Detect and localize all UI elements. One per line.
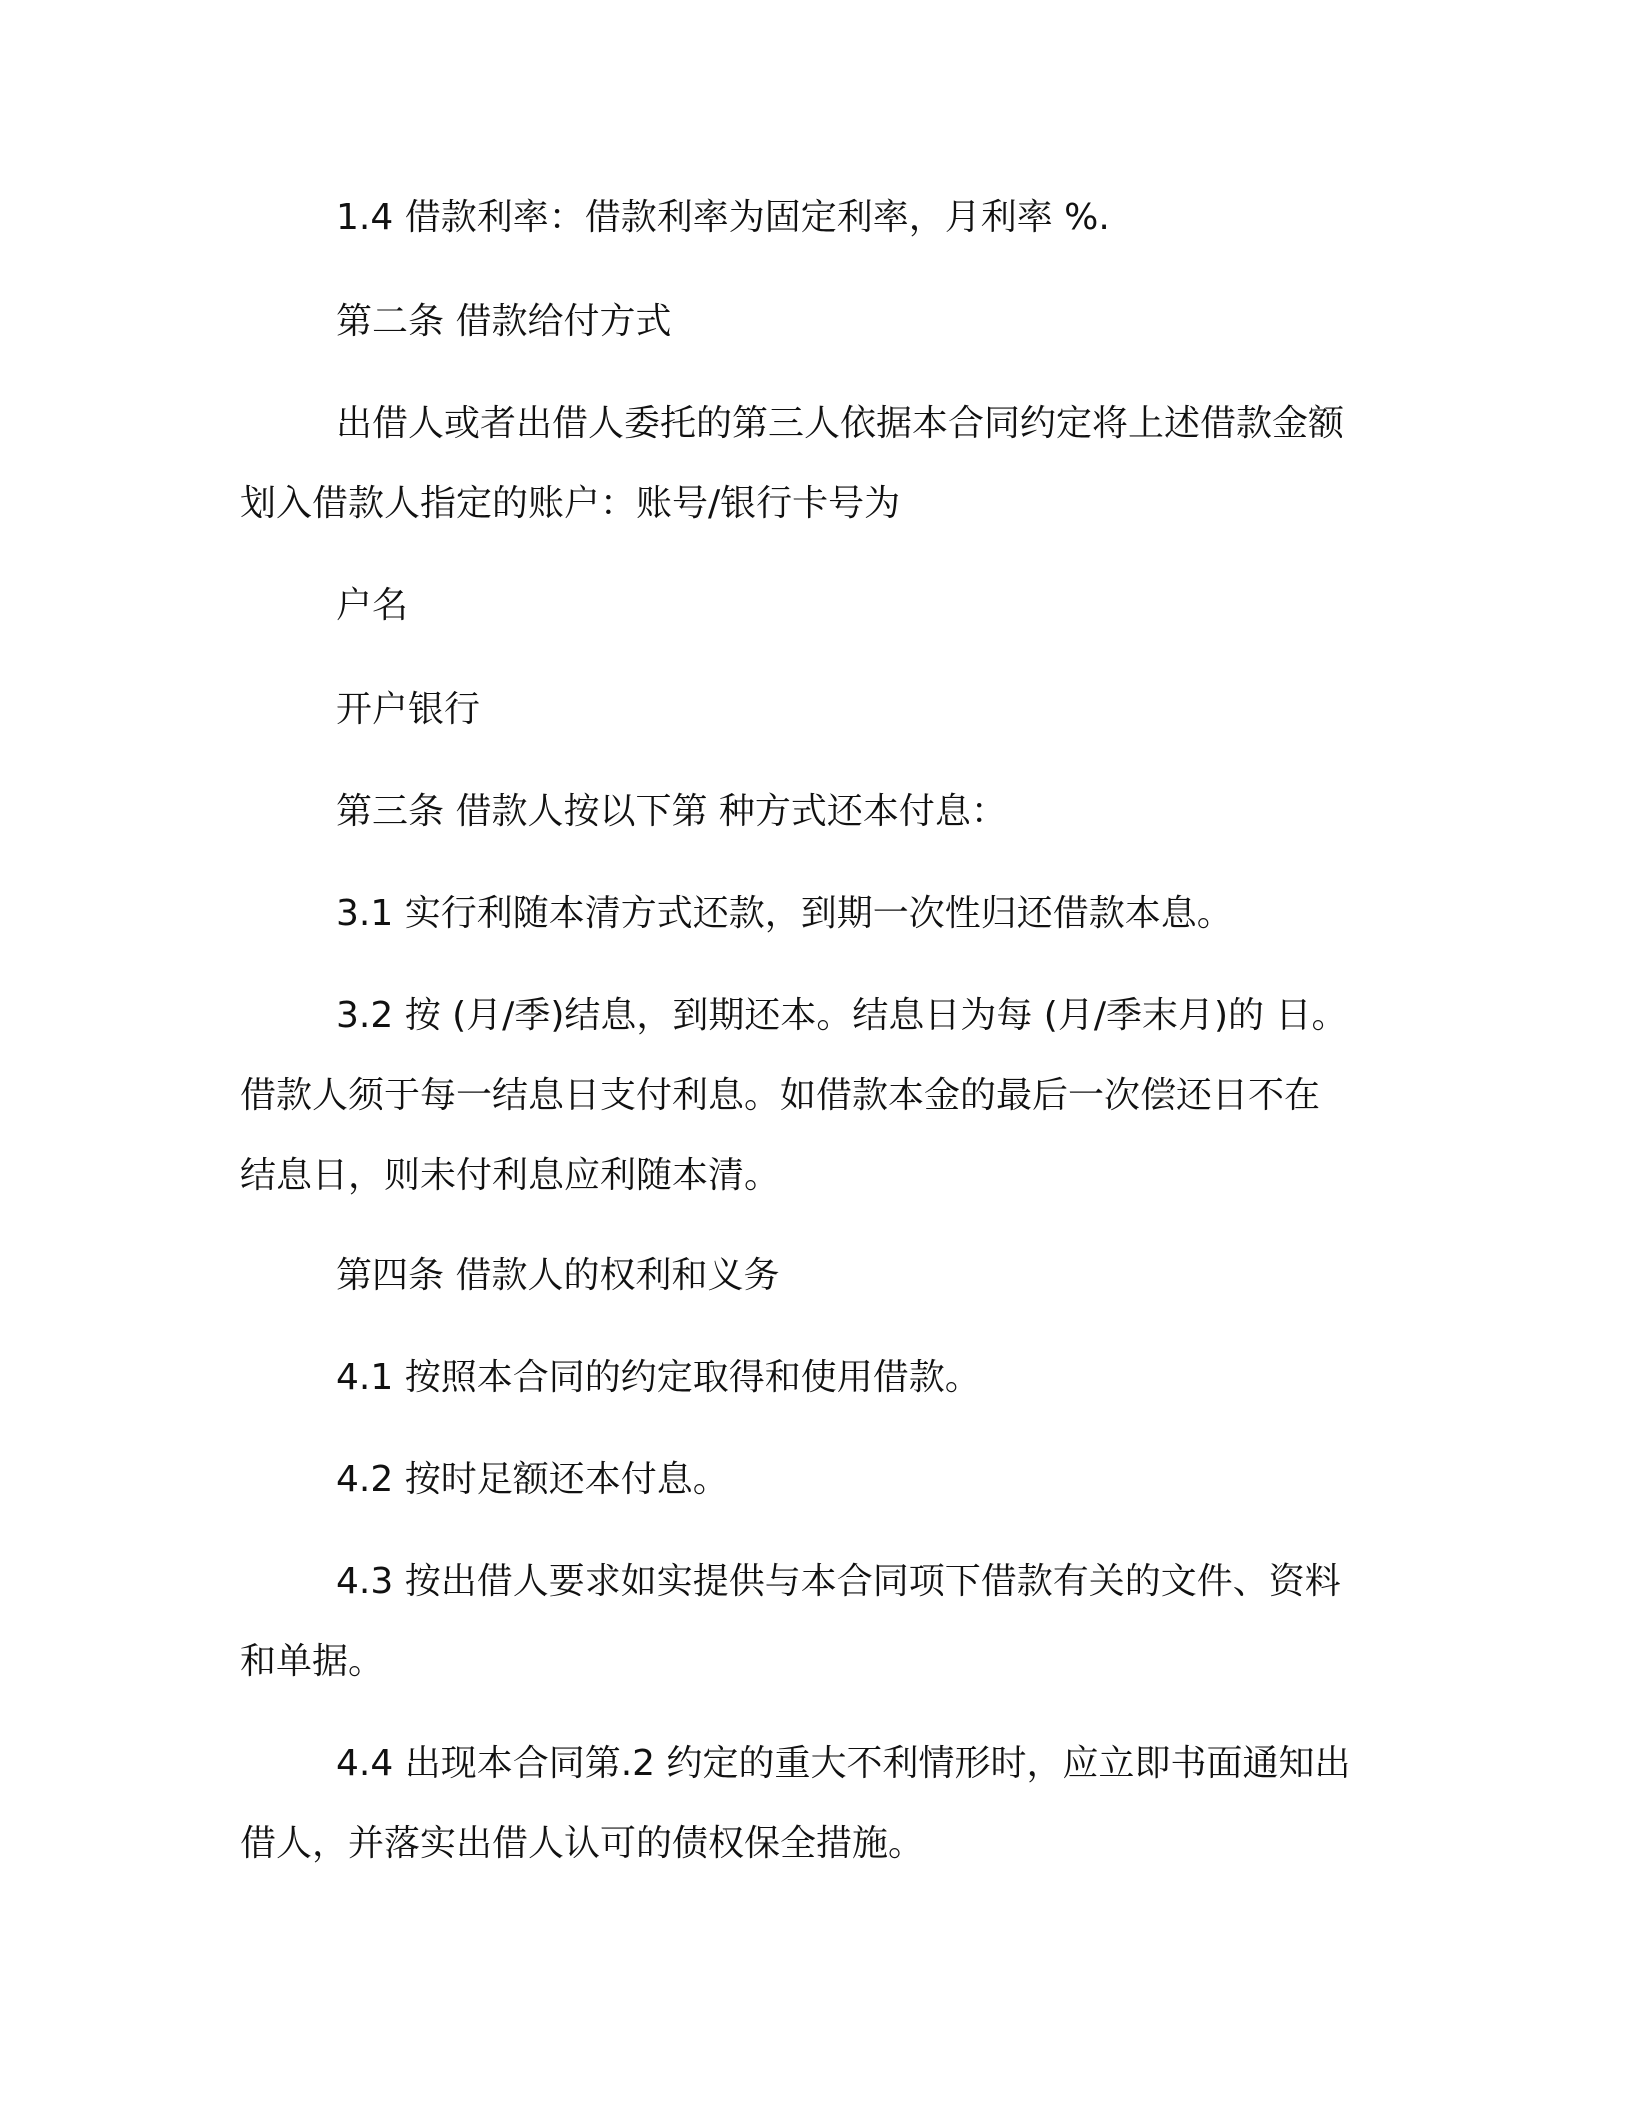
text-line: 4.4 出现本合同第.2 约定的重大不利情形时，应立即书面通知出 [336,1743,1351,1784]
text-line: 结息日，则未付利息应利随本清。 [240,1155,781,1196]
heading-article-2 [240,282,1390,362]
text-line: 3.2 按 (月/季)结息，到期还本。结息日为每 (月/季末月)的 日。 [336,995,1348,1036]
text-line: 和单据。 [240,1641,385,1682]
text-line: 4.1 按照本合同的约定取得和使用借款。 [336,1357,981,1398]
text-line: 借款人须于每一结息日支付利息。如借款本金的最后一次偿还日不在 [240,1075,1321,1116]
paragraph-4-2 [240,1440,1390,1520]
text-line: 4.2 按时足额还本付息。 [336,1459,729,1500]
text-line: 划入借款人指定的账户：账号/银行卡号为 [240,483,901,524]
paragraph-interest-rate [240,178,1390,258]
paragraph-4-1 [240,1338,1390,1418]
text-line: 4.3 按出借人要求如实提供与本合同项下借款有关的文件、资料 [336,1561,1341,1602]
text-line: 1.4 借款利率：借款利率为固定利率，月利率 %. [336,197,1110,238]
text-line: 第三条 借款人按以下第 种方式还本付息： [336,791,1007,832]
text-line: 出借人或者出借人委托的第三人依据本合同约定将上述借款金额 [336,403,1345,444]
text-line: 借人，并落实出借人认可的债权保全措施。 [240,1823,925,1864]
paragraph-account-name [240,566,1390,646]
text-line: 第四条 借款人的权利和义务 [336,1255,780,1296]
text-line: 3.1 实行利随本清方式还款，到期一次性归还借款本息。 [336,893,1233,934]
paragraph-4-4 [240,1724,1390,1884]
paragraph-payment-method [240,384,1390,544]
heading-article-3 [240,772,1390,852]
text-line: 第二条 借款给付方式 [336,301,672,342]
paragraph-bank [240,670,1390,750]
heading-article-4 [240,1236,1390,1316]
paragraph-3-1 [240,874,1390,954]
text-line: 开户银行 [336,689,481,730]
paragraph-4-3 [240,1542,1390,1702]
paragraph-3-2 [240,976,1390,1216]
text-line: 户名 [336,585,409,626]
